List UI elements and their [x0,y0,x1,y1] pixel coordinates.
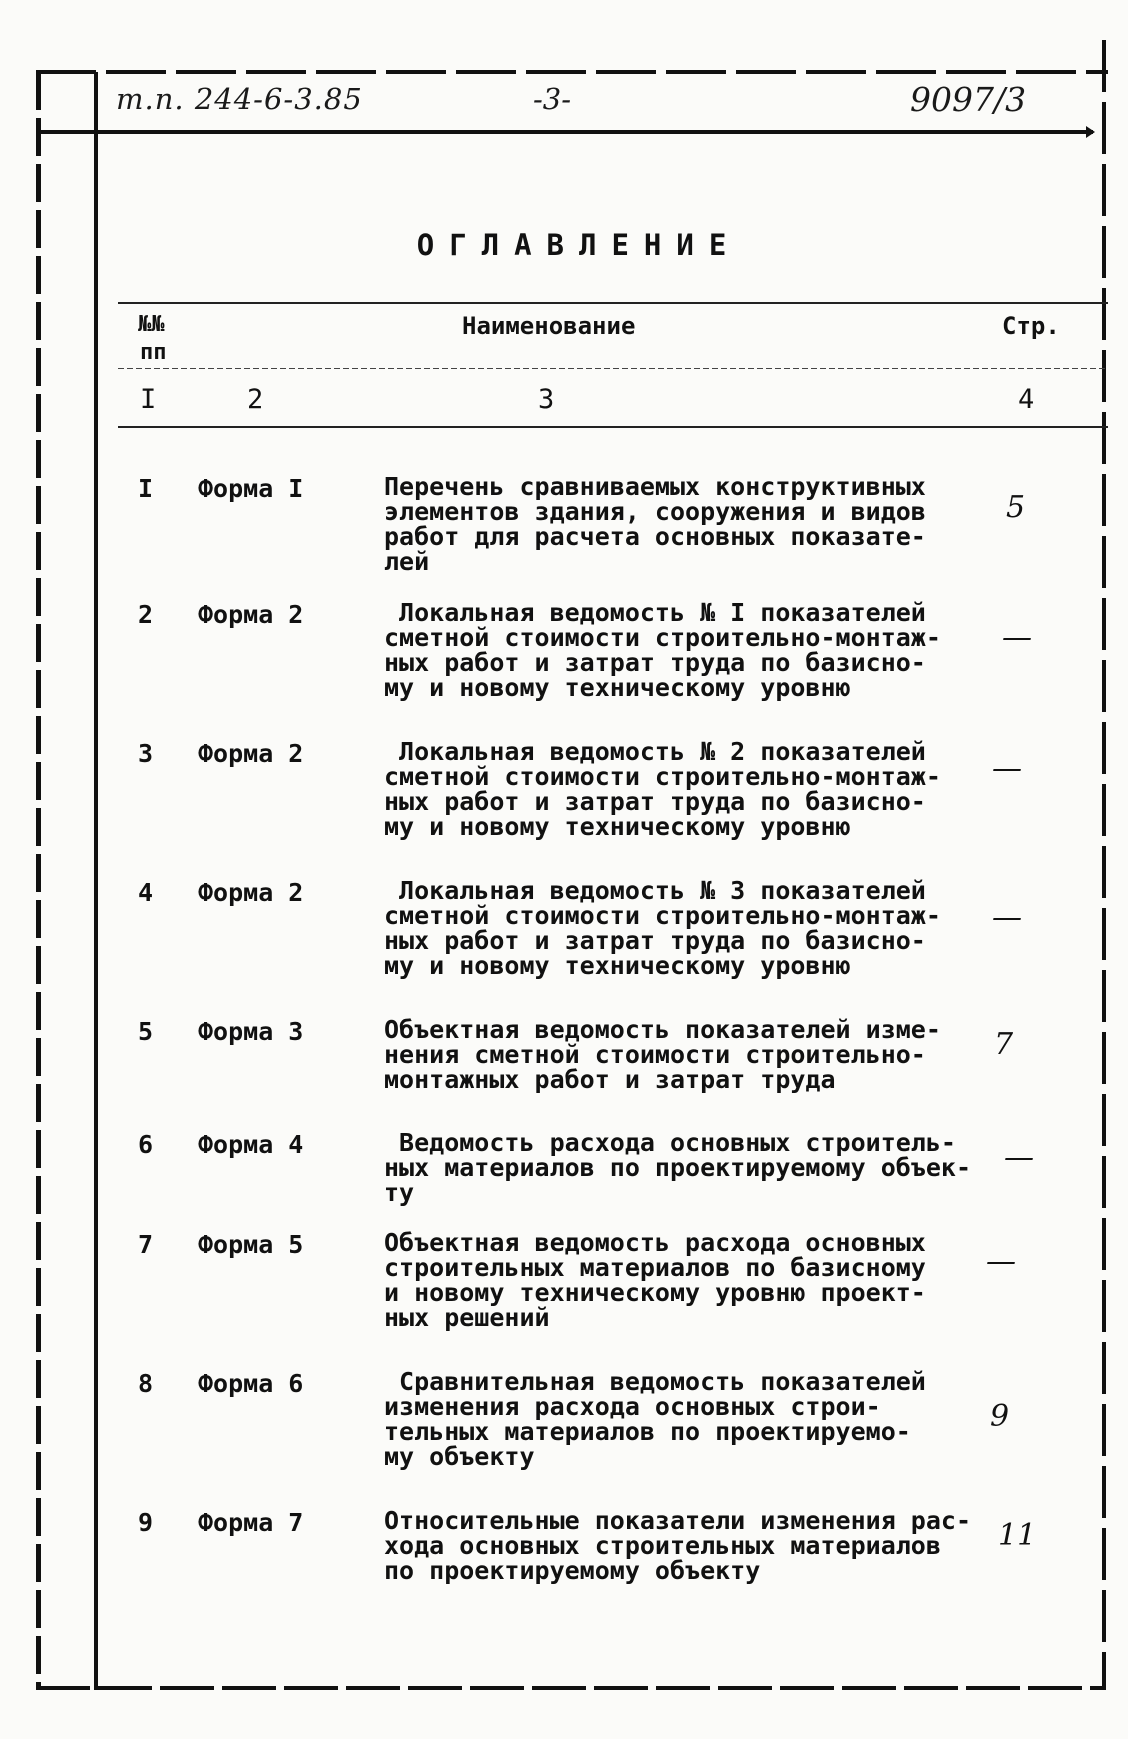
row-page: — [992,751,1022,786]
document-code: т.п. 244-6-3.85 [116,82,363,116]
row-number: 3 [138,739,154,768]
row-form: Форма 2 [198,878,304,907]
row-page: 9 [990,1399,1010,1434]
row-form: Форма 4 [198,1130,304,1159]
header-rule [38,130,1093,134]
frame-top-border [36,70,1108,74]
row-page: — [1002,620,1032,655]
row-description: Перечень сравниваемых конструктивных элементов здания, сооружения и видов работ для расчета основных показате- лей [384,472,926,576]
row-form: Форма 6 [198,1369,304,1398]
row-form: Форма 7 [198,1508,304,1537]
frame-right-border [1102,40,1106,1690]
row-description: Объектная ведомость показателей изме- нения сметной стоимости строительно- монтажных работ и затрат труда [384,1015,941,1094]
table-top-rule [118,302,1108,304]
document-number: 9097/3 [910,80,1027,119]
row-description: Локальная ведомость № 2 показателей сметной стоимости строительно-монтаж- ных работ и затрат труда по базисно- му и новому техническому уровню [384,737,941,841]
row-number: I [138,474,154,503]
row-number: 6 [138,1130,154,1159]
frame-bottom-border [36,1686,1106,1690]
page-number: -3- [533,82,572,116]
column-number-3: 3 [538,384,555,415]
row-description: Относительные показатели изменения рас- хода основных строительных материалов по проектируемому объекту [384,1506,971,1585]
column-number-1: I [140,384,157,415]
row-description: Локальная ведомость № 3 показателей сметной стоимости строительно-монтаж- ных работ и затрат труда по базисно- му и новому техническому уровню [384,876,941,980]
header-divider-rule [118,368,1108,369]
header-number-label-2: пп [140,340,167,365]
row-form: Форма 3 [198,1017,304,1046]
column-number-2: 2 [247,384,264,415]
row-number: 7 [138,1230,154,1259]
header-rule-arrow [1086,126,1095,138]
row-form: Форма 2 [198,739,304,768]
row-form: Форма I [198,474,304,503]
column-number-4: 4 [1018,384,1035,415]
row-description: Объектная ведомость расхода основных строительных материалов по базисному и новому техническому уровню проект- ных решений [384,1228,926,1332]
row-number: 2 [138,600,154,629]
row-description: Сравнительная ведомость показателей изменения расхода основных строи- тельных материалов по проектируемо- му объекту [384,1367,926,1471]
row-number: 8 [138,1369,154,1398]
row-form: Форма 5 [198,1230,304,1259]
row-page: — [1004,1140,1034,1175]
table-header-bottom-rule [118,426,1108,428]
row-number: 4 [138,878,154,907]
header-page-label: Стр. [1002,312,1060,340]
row-page: 7 [994,1027,1014,1062]
row-form: Форма 2 [198,600,304,629]
row-page: 5 [1006,490,1026,525]
header-name-label: Наименование [462,312,636,340]
row-page: — [992,900,1022,935]
row-number: 5 [138,1017,154,1046]
row-page: 11 [998,1518,1037,1553]
row-description: Локальная ведомость № I показателей сметной стоимости строительно-монтаж- ных работ и затрат труда по базисно- му и новому техническому уровню [384,598,941,702]
row-page: — [986,1244,1016,1279]
header-number-label: №№ [138,312,165,337]
row-description: Ведомость расхода основных строитель- ных материалов по проектируемому объек- ту [384,1128,971,1207]
frame-left-border [36,72,41,1690]
page-title: ОГЛАВЛЕНИЕ [416,228,742,262]
binding-margin-line [94,72,98,1690]
row-number: 9 [138,1508,154,1537]
